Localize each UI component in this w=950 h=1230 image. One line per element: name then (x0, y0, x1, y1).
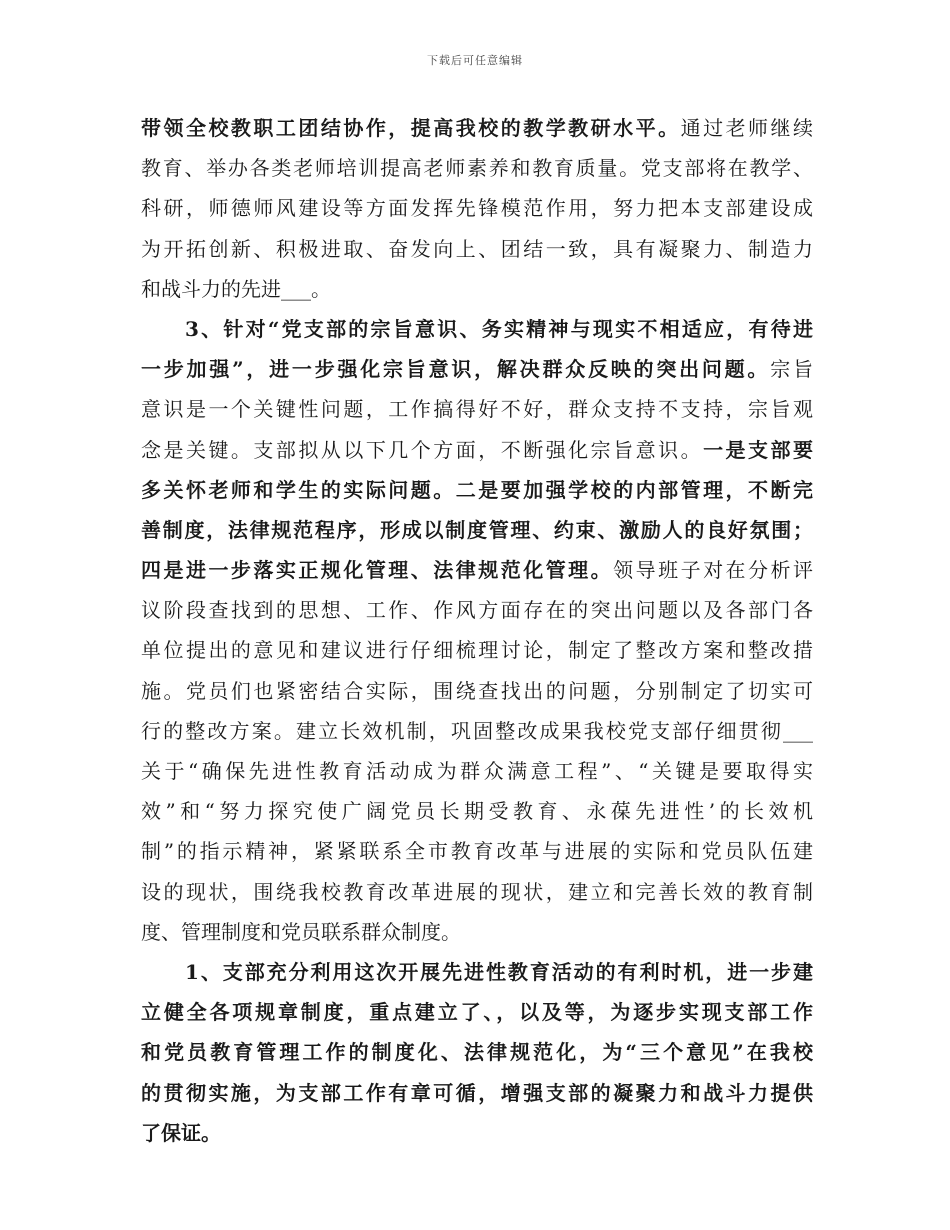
text-line: 和党员教育管理工作的制度化、法律规范化，为“三个意见”在我校 (141, 1040, 813, 1065)
text-line: 和战斗力的先进___。 (141, 276, 331, 301)
text-line: 1、支部充分利用这次开展先进性教育活动的有利时机，进一步建 (185, 959, 813, 984)
text-line: 设的现状，围绕我校教育改革进展的现状，建立和完善长效的教育制 (141, 879, 813, 904)
text-line: 的贯彻实施，为支部工作有章可循，增强支部的凝聚力和战斗力提供 (141, 1080, 813, 1105)
text-line: 3、针对“党支部的宗旨意识、务实精神与现实不相适应，有待进 (185, 316, 813, 341)
text-line: 意识是一个关键性问题，工作搞得好不好，群众支持不支持，宗旨观 (141, 397, 813, 422)
text-line: 立健全各项规章制度，重点建立了、，以及等，为逐步实现支部工作 (141, 1000, 813, 1025)
text-line: 四是进一步落实正规化管理、法律规范化管理。领导班子对在分析评 (141, 558, 814, 583)
text-line: 施。党员们也紧密结合实际，围绕查找出的问题，分别制定了切实可 (141, 678, 813, 703)
text-line: 议阶段查找到的思想、工作、作风方面存在的突出问题以及各部门各 (141, 598, 813, 623)
text-line: 多关怀老师和学生的实际问题。二是要加强学校的内部管理，不断完 (141, 477, 813, 502)
text-line: 效”和“努力探究使广阔党员长期受教育、永葆先进性’的长效机 (141, 799, 813, 824)
text-line: 了保证。 (141, 1120, 221, 1145)
text-line: 度、管理制度和党员联系群众制度。 (141, 919, 461, 944)
text-line: 科研，师德师风建设等方面发挥先锋模范作用，努力把本支部建设成 (141, 196, 813, 221)
text-line: 制”的指示精神，紧紧联系全市教育改革与进展的实际和党员队伍建 (141, 839, 813, 864)
document-body (141, 108, 813, 1153)
page-header: 下载后可任意编辑 (427, 54, 523, 67)
text-line: 念是关键。支部拟从以下几个方面，不断强化宗旨意识。一是支部要 (141, 437, 814, 462)
text-line: 单位提出的意见和建议进行仔细梳理讨论，制定了整改方案和整改措 (141, 638, 813, 663)
text-line: 一步加强”，进一步强化宗旨意识，解决群众反映的突出问题。宗旨 (141, 357, 813, 382)
text-line: 善制度，法律规范程序，形成以制度管理、约束、激励人的良好氛围； (141, 517, 813, 542)
text-line: 为开拓创新、积极进取、奋发向上、团结一致，具有凝聚力、制造力 (141, 236, 813, 261)
text-line: 带领全校教职工团结协作，提高我校的教学教研水平。通过老师继续 (141, 116, 814, 140)
text-line: 教育、举办各类老师培训提高老师素养和教育质量。党支部将在教学、 (141, 156, 813, 181)
text-line: 行的整改方案。建立长效机制，巩固整改成果我校党支部仔细贯彻___ (141, 718, 813, 743)
text-line: 关于“确保先进性教育活动成为群众满意工程”、“关键是要取得实 (141, 759, 813, 783)
